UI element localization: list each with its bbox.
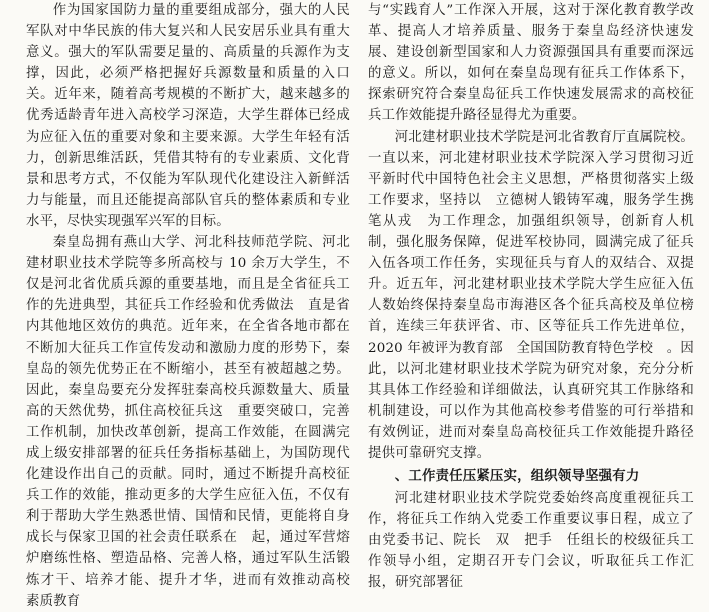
section-heading: 、工作责任压紧压实，组织领导坚强有力 <box>394 469 640 485</box>
left-column <box>26 0 364 609</box>
paragraph-leadership: 河北建材职业技术学院党委始终高度重视征兵工作，将征兵工作纳入党委工作重要议事日程，成立了由党委书记、院长 双 把手 任组长的校级征兵工作领导小组，定期召开专门会议，听取征兵工作汇报，研究部署征 <box>368 491 694 591</box>
paragraph-qinhuangdao: 秦皇岛拥有燕山大学、河北科技师范学院、河北建材职业技术学院等多所高校与 10 余万大学生，不仅是河北省优质兵源的重要基地，而且是全省征兵工作的先进典型，其征兵工作经验和优秀做法 直是省内其他地区效仿的典范。近年来，在全省各地市都在不断加大征兵工作宣传发动和激励力度的形势下，秦皇岛的领先优势正在不断缩小，甚至有被超越之势。因此，秦皇岛要充分发挥驻秦高校兵源数量大、质量高的天然优势，抓住高校征兵这 重要突破口，完善工作机制，加快改革创新，提高工作效能，在圆满完成上级安排部署的征兵任务指标基础上，为国防现代化建设作出自己的贡献。同时，通过不断提升高校征兵工作的效能，推动更多的大学生应征入伍，不仅有利于帮助大学生熟悉世情、国情和民情，更能将自身成长与保家卫国的社会责任联系在 起，通过军营熔炉磨练性格、塑造品格、完善人格，通过军队生活锻炼才干、培养才能、提升才华，进而有效推动高校 素质教育 <box>26 235 364 609</box>
right-column <box>368 0 694 591</box>
paragraph-intro: 作为国家国防力量的重要组成部分，强大的人民军队对中华民族的伟大复兴和人民安居乐业具有重大意义。强大的军队需要足量的、高质量的兵源作为支撑，因此，必须严格把握好兵源数量和质量的入口关。近年来，随着高考规模的不断扩大，越来越多的优秀适龄青年进入高校学习深造，大学生群体已经成为应征入伍的重要对象和主要来源。大学生年轻有活力，创新思维活跃，凭借其特有的专业素质、文化背景和思考方式，不仅能为军队现代化建设注入新鲜活力与能量，而且还能提高部队官兵的整体素质和专业水平，尽快实现强军兴军的目标。 <box>26 3 350 229</box>
paragraph-hebei-college: 河北建材职业技术学院是河北省教育厅直属院校。一直以来，河北建材职业技术学院深入学习贯彻习近平新时代中国特色社会主义思想，严格贯彻落实上级工作要求，坚持以 立德树人锻铸军魂，服务学生携笔从戎 为工作理念，加强组织领导，创新育人机制，强化服务保障，促进军校协同，圆满完成了征兵入伍各项工作任务，实现征兵与育人的双结合、双提升。近五年，河北建材职业技术学院大学生应征入伍人数始终保持秦皇岛市海港区各个征兵高校及单位榜首，连续三年获评省、市、区等征兵工作先进单位，2020 年被评为教育部 全国国防教育特色学校 。因此，以河北建材职业技术学院为研究对象，充分分析其具体工作经验和详细做法，认真研究其工作脉络和机制建设，可以作为其他高校参考借鉴的可行举措和有效例证，进而对秦皇岛高校征兵工作效能提升路径提供可靠研究支撑。 <box>368 129 694 461</box>
paragraph-continued: 与“实践育人”工作深入开展，这对于深化教育教学改革、提高人才培养质量、服务于秦皇岛经济快速发展、建设创新型国家和人力资源强国具有重要而深远的意义。所以，如何在秦皇岛现有征兵工作体系下，探索研究符合秦皇岛征兵工作快速发展需求的高校征兵工作效能提升路径显得尤为重要。 <box>368 3 694 124</box>
